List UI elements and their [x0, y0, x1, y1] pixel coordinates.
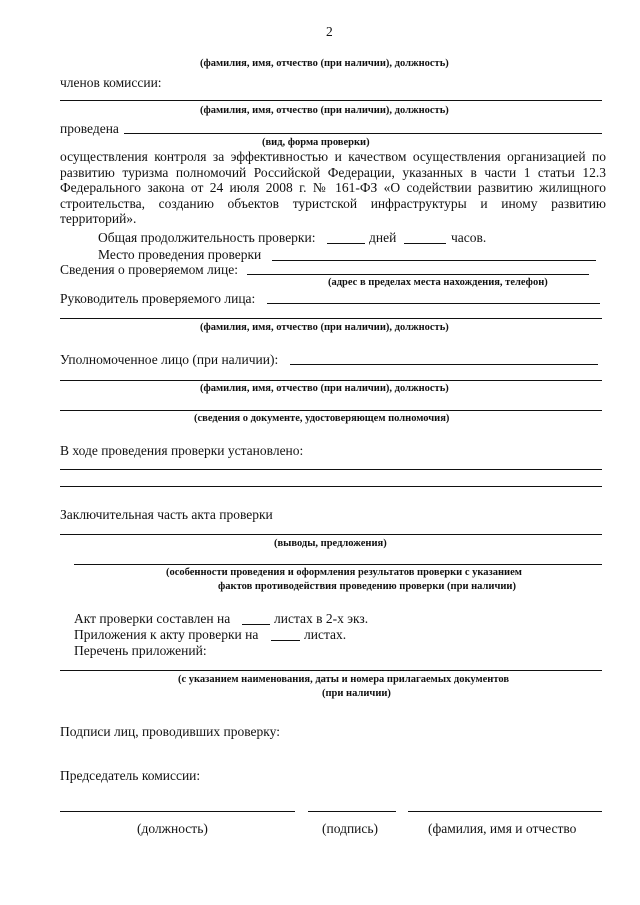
authorized-line-2 — [60, 380, 602, 381]
signature-name-caption: (фамилия, имя и отчество — [428, 821, 577, 836]
hint-check-type: (вид, форма проверки) — [262, 137, 370, 148]
chairman-label: Председатель комиссии: — [60, 768, 201, 783]
conclusions-line — [60, 534, 602, 535]
hint-features-1: (особенности проведения и оформления результатов проверки с указанием — [166, 567, 522, 578]
established-line-1 — [60, 469, 602, 470]
appendix-sheets-line — [271, 640, 300, 641]
established-label: В ходе проведения проверки установлено: — [60, 443, 304, 458]
hint-authority-doc: (сведения о документе, удостоверяющем полномочия) — [194, 413, 450, 424]
signatures-label: Подписи лиц, проводивших проверку: — [60, 724, 280, 739]
inspected-info-label: Сведения о проверяемом лице: — [60, 262, 238, 277]
act-suffix: листах в 2-х экз. — [274, 611, 369, 626]
hint-fio-position-3: (фамилия, имя, отчество (при наличии), должность) — [200, 322, 449, 333]
established-line-2 — [60, 486, 602, 487]
conducted-label: проведена — [60, 121, 119, 136]
duration-label: Общая продолжительность проверки: — [98, 230, 316, 245]
appendix-suffix: листах. — [304, 627, 347, 642]
act-label: Акт проверки составлен на — [74, 611, 231, 626]
place-label: Место проведения проверки — [98, 247, 262, 262]
head-line-1 — [267, 303, 600, 304]
features-line — [74, 564, 602, 565]
hint-conclusions: (выводы, предложения) — [274, 538, 387, 549]
appendix-label: Приложения к акту проверки на — [74, 627, 259, 642]
conducted-line — [124, 133, 602, 134]
hint-fio-position-2: (фамилия, имя, отчество (при наличии), должность) — [200, 105, 449, 116]
commission-members-line — [60, 100, 602, 101]
hint-attachments-2: (при наличии) — [322, 688, 391, 699]
hint-address: (адрес в пределах места нахождения, телефон) — [328, 277, 548, 288]
signature-position-line — [60, 811, 295, 812]
authorized-line-1 — [290, 364, 598, 365]
days-label: дней — [369, 230, 397, 245]
authority-doc-line — [60, 410, 602, 411]
head-line-2 — [60, 318, 602, 319]
signature-position-caption: (должность) — [137, 821, 208, 836]
hint-attachments-1: (с указанием наименования, даты и номера прилагаемых документов — [178, 674, 510, 685]
duration-hours-line — [404, 243, 446, 244]
commission-members-label: членов комиссии: — [60, 75, 162, 90]
appendix-list-line — [60, 670, 602, 671]
hint-fio-position-1: (фамилия, имя, отчество (при наличии), должность) — [200, 58, 449, 69]
control-paragraph: осуществления контроля за эффективностью и качеством осуществления организацией по развитию туризма полномочий Российской Федерации, указанных в части 1 статьи 12.3 Федерального закона от 24 июля 2008 г. № 161-ФЗ «О содействии развитию жилищного строительства, созданию объектов туристской инфраструктуры и иному развитию территорий». — [60, 149, 606, 226]
signature-sign-line — [308, 811, 396, 812]
hint-features-2: фактов противодействия проведению проверки (при наличии) — [218, 581, 516, 592]
signature-sign-caption: (подпись) — [322, 821, 379, 836]
authorized-label: Уполномоченное лицо (при наличии): — [60, 352, 279, 367]
page-number: 2 — [326, 24, 333, 39]
head-label: Руководитель проверяемого лица: — [60, 291, 256, 306]
signature-name-line — [408, 811, 602, 812]
appendix-list-label: Перечень приложений: — [74, 643, 207, 658]
duration-days-line — [327, 243, 365, 244]
inspected-info-line — [247, 274, 589, 275]
final-part-label: Заключительная часть акта проверки — [60, 507, 273, 522]
place-line — [272, 260, 596, 261]
hint-fio-position-4: (фамилия, имя, отчество (при наличии), должность) — [200, 383, 449, 394]
act-sheets-line — [242, 624, 270, 625]
hours-label: часов. — [451, 230, 487, 245]
